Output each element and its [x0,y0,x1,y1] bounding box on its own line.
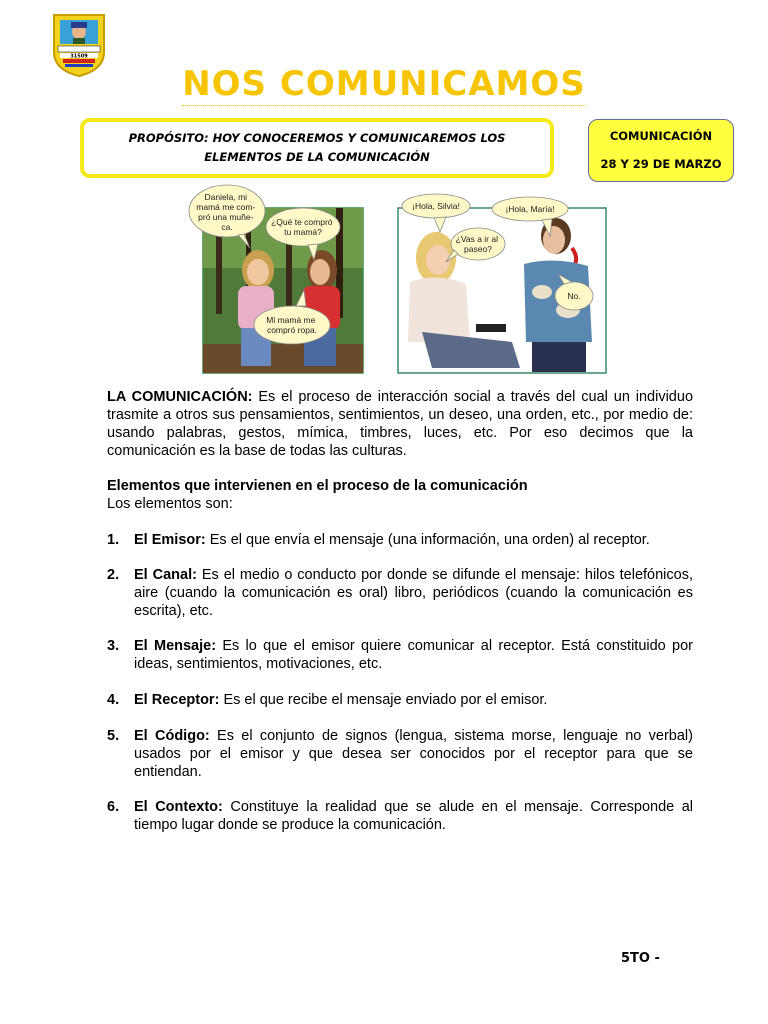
purpose-text: PROPÓSITO: HOY CONOCEREMOS Y COMUNICAREMOS LOS ELEMENTOS DE LA COMUNICACIÓN [128,131,506,164]
bubble-text: Daniela, mi [204,192,248,202]
purpose-box [80,118,554,178]
bubble-text: Mi mamá me [266,315,316,325]
list-item: 1. El Emisor: Es el que envía el mensaje (una información, una orden) al receptor. [107,532,650,548]
illustration-phone-call [392,192,608,376]
section-block [107,477,693,513]
bubble-text: ¡Hola, María! [505,204,555,214]
bubble-text: No. [567,291,581,301]
list-item: 4. El Receptor: Es el que recibe el mensaje enviado por el emisor. [107,692,548,708]
list-item: 3. El Mensaje: Es lo que el emisor quiere comunicar al receptor. Está constituido por ideas, sentimientos, motivaciones, etc. [107,638,693,672]
bubble-text: ¿Qué te compró [271,217,333,227]
svg-text:Mi mamá me compró ropa. [266,315,318,335]
bubble-text: ¡Hola, Silvia! [412,201,460,211]
bubble-text: paseo? [464,244,492,254]
definition-text: Es el proceso de interacción social a través del cual un individuo trasmite a otros sus pensamientos, sentimientos, un deseo, una orden, etc., por medio de: usando palabras, gestos, mímica, timbres, luces, etc. Por eso decimos que la comunicación es la base de todas las culturas. [107,389,694,459]
definition-paragraph [107,388,693,460]
bubble-text: mamá me com- [196,202,256,212]
definition-term: LA COMUNICACIÓN: [107,389,253,405]
bubble-text: tu mamá? [284,227,322,237]
subject-label: COMUNICACIÓN [609,129,713,143]
illustration-girls-talking [186,184,364,374]
list-item: 2. El Canal: Es el medio o conducto por donde se difunde el mensaje: hilos telefónicos, aire (cuando la comunicación es oral) libro, periódicos (cuando la comunicación es escrita), etc. [107,567,693,619]
section-intro: Los elementos son: [107,496,233,512]
bubble-text: ¿Vas a ir al [455,234,498,244]
page-title: NOS COMUNICAMOS [182,64,586,104]
bubble-text: pró una muñe- [198,212,254,222]
list-item: 6. El Contexto: Constituye la realidad que se alude en el mensaje. Corresponde al tiempo lugar donde se produce la comunicación. [107,799,693,833]
date-label: 28 Y 29 DE MARZO [600,157,722,171]
list-item: 5. El Código: Es el conjunto de signos (lengua, sistema morse, lenguaje no verbal) usados por el emisor y que desea ser conocidos por el receptor para que se entiendan. [107,728,693,780]
grade-footer: 5TO - [621,951,660,966]
subject-date-box [588,119,734,182]
crest-number: 31509 [70,53,88,60]
bubble-text: ca. [221,222,233,232]
section-heading: Elementos que intervienen en el proceso de la comunicación [107,478,528,494]
bubble-text: compró ropa. [266,325,318,335]
